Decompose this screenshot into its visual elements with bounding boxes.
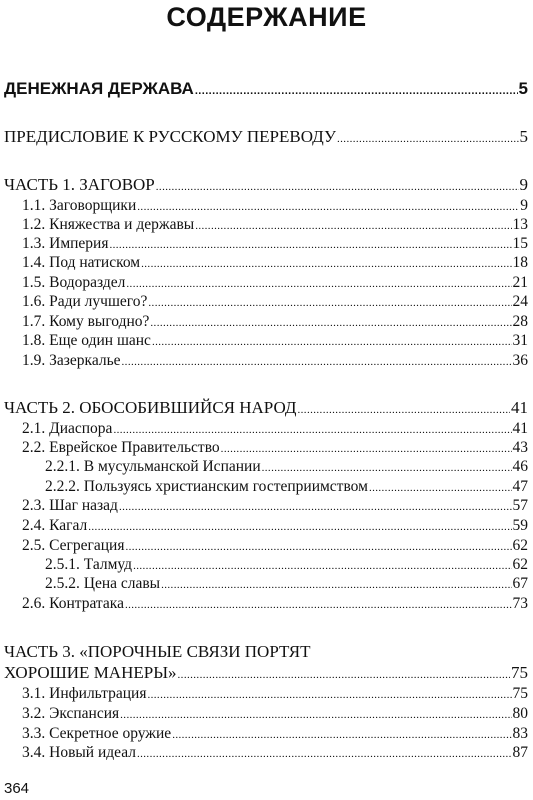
entry-page: 87 [512,744,528,761]
entry-page: 9 [519,175,528,194]
dot-leader [337,130,519,148]
entry-page: 46 [512,458,528,475]
toc-entry [22,254,528,273]
dot-leader [195,217,511,235]
entry-title: 1.4. Под натиском [22,254,141,271]
entry-page: 36 [512,352,528,369]
entry-title: 3.2. Экспансия [22,705,120,722]
entry-title: ПРЕДИСЛОВИЕ К РУССКОМУ ПЕРЕВОДУ [4,127,336,146]
toc-entry [22,197,528,216]
entry-page: 62 [512,556,528,573]
dot-leader [137,198,519,216]
toc-entry [22,595,528,614]
toc-entry [22,439,528,458]
dot-leader [88,518,511,536]
entry-page: 80 [512,705,528,722]
toc-entry [22,352,528,371]
entry-page: 15 [512,235,528,252]
entry-page: 75 [511,663,528,682]
entry-title: 2.4. Кагал [22,517,88,534]
toc-entry [22,725,528,744]
entry-title: ЧАСТЬ 2. ОБОСОБИВШИЙСЯ НАРОД [4,398,297,417]
toc-entry [45,575,528,594]
dot-leader [150,314,511,332]
toc-entry [22,685,528,704]
entry-page: 47 [512,478,528,495]
toc-entry [22,274,528,293]
entry-page: 43 [512,439,528,456]
entry-page: 21 [512,274,528,291]
dot-leader [113,421,511,439]
entry-title: 1.8. Еще один шанс [22,332,151,349]
toc-entry [22,420,528,439]
page-title: СОДЕРЖАНИЕ [166,2,367,32]
page-number: 364 [4,780,30,797]
entry-page: 57 [512,497,528,514]
entry-title: ЧАСТЬ 1. ЗАГОВОР [4,175,155,194]
entry-title: 3.3. Секретное оружие [22,725,172,742]
toc-entry [22,313,528,332]
entry-title: 2.6. Контратака [22,595,124,612]
dot-leader [126,275,511,293]
entry-page: 31 [512,332,528,349]
entry-page: 41 [511,398,528,417]
entry-title: 2.2.2. Пользуясь христианским гостеприимством [45,478,368,495]
dot-leader [172,726,511,744]
entry-page: 18 [512,254,528,271]
dot-leader [262,459,512,477]
entry-title: 1.1. Заговорщики [22,197,137,214]
toc-entry [45,478,528,497]
entry-title: 2.5.1. Талмуд [45,556,133,573]
dot-leader [152,333,512,351]
toc-entry [22,293,528,312]
dot-leader [122,353,512,371]
entry-page: 5 [519,127,528,146]
dot-leader [221,440,512,458]
entry-page: 24 [512,293,528,310]
entry-page: 28 [512,313,528,330]
entry-title: 2.3. Шаг назад [22,497,118,514]
dot-leader [161,576,511,594]
toc-entry-part-1 [4,176,528,196]
entry-title: 1.7. Кому выгодно? [22,313,150,330]
toc-entry-part-2 [4,399,528,419]
entry-page: 62 [512,537,528,554]
toc-entry [22,705,528,724]
dot-leader [195,82,518,100]
entry-title: 1.9. Зазеркалье [22,352,121,369]
dot-leader [125,538,511,556]
dot-leader [369,479,512,497]
entry-page: 67 [512,575,528,592]
entry-title: 1.3. Империя [22,235,109,252]
toc-entry [45,458,528,477]
dot-leader [119,498,512,516]
entry-page: 75 [512,685,528,702]
dot-leader [125,596,512,614]
entry-page: 13 [512,216,528,233]
toc-entry [22,332,528,351]
entry-title: 1.2. Княжества и державы [22,216,195,233]
dot-leader [148,294,511,312]
entry-title: 3.1. Инфильтрация [22,685,147,702]
entry-page: 41 [512,420,528,437]
entry-title: 2.1. Диаспора [22,420,113,437]
toc-entry [22,744,528,763]
entry-page: 83 [512,725,528,742]
entry-page: 9 [520,197,528,214]
entry-title: 1.5. Водораздел [22,274,126,291]
entry-title: 2.5. Сегрегация [22,537,125,554]
toc-entry [45,556,528,575]
toc-entry-part-3 [4,664,528,684]
toc-entry [22,497,528,516]
dot-leader [178,666,510,684]
toc-entry [22,235,528,254]
entry-title: ДЕНЕЖНАЯ ДЕРЖАВА [4,79,194,98]
toc-entry-money-power [4,80,528,100]
dot-leader [147,686,511,704]
dot-leader [133,557,511,575]
toc-entry-preface [4,128,528,148]
entry-page: 59 [512,517,528,534]
toc-entry-part-3-line-1: ЧАСТЬ 3. «ПОРОЧНЫЕ СВЯЗИ ПОРТЯТ [4,642,311,661]
dot-leader [156,178,519,196]
entry-title: 1.6. Ради лучшего? [22,293,148,310]
entry-page: 73 [512,595,528,612]
entry-title: 2.2.1. В мусульманской Испании [45,458,261,475]
entry-title: 2.2. Еврейское Правительство [22,439,220,456]
toc-entry [22,216,528,235]
dot-leader [109,236,511,254]
toc-entry [22,517,528,536]
dot-leader [141,255,511,273]
toc-entry [22,537,528,556]
entry-title: 3.4. Новый идеал [22,744,136,761]
entry-page: 5 [518,79,528,98]
dot-leader [298,401,511,419]
dot-leader [120,706,511,724]
dot-leader [137,745,512,763]
entry-title: 2.5.2. Цена славы [45,575,161,592]
entry-title: ХОРОШИЕ МАНЕРЫ» [4,663,177,682]
